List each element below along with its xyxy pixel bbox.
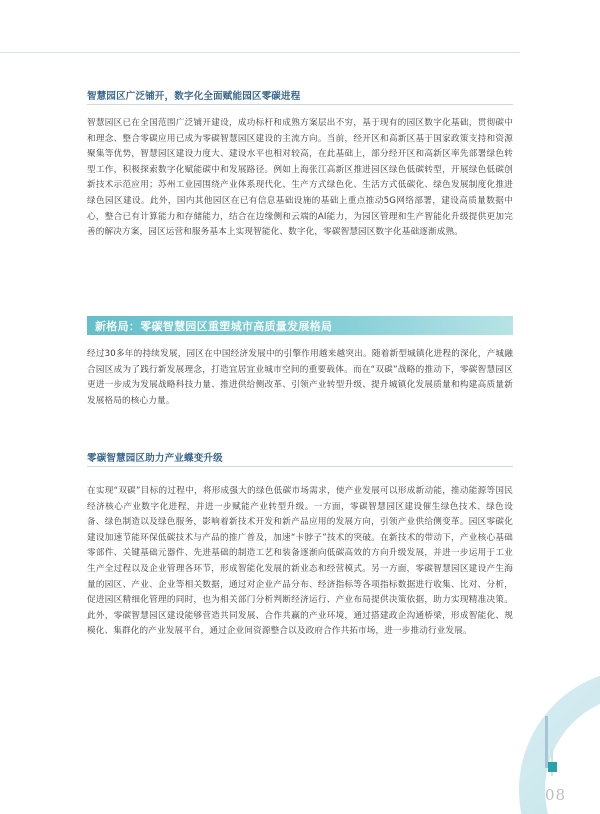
paragraph-smart-park: 智慧园区已在全国范围广泛铺开建设，成功标杆和成熟方案层出不穷，基于现有的园区数字化基础，贯彻碳中和理念、整合零碳应用已成为零碳智慧园区建设的主流方向。当前，经开区和高新区基于国家政策支持和资源聚集等优势，智慧园区建设力度大、建设水平也相对较高，在此基础上，部分经开区和高新区率先部署绿色转型工作，积极探索数字化赋能碳中和发展路径。例如上海张江高新区推进园区绿色低碳转型，开展绿色低碳创新技术示范应用；苏州工业园围绕产业体系现代化、生产方式绿色化、生活方式低碳化、绿色发展制度化推进绿色园区建设。此外，国内其他园区在已有信息基础设施的基础上重点推动5G网络部署，建设高质量数据中心，整合已有计算能力和存储能力，结合在边缘侧和云端的AI能力，为园区管理和生产智能化升级提供更加完善的解决方案，园区运营和服务基本上实现智能化、数字化，零碳智慧园区数字化基础逐渐成熟。 xyxy=(87,118,513,238)
banner-title: 新格局：零碳智慧园区重塑城市高质量发展格局 xyxy=(95,320,333,333)
section-heading-smart-park: 智慧园区广泛铺开，数字化全面赋能园区零碳进程 xyxy=(87,91,301,102)
paragraph-new-pattern: 经过30多年的持续发展，园区在中国经济发展中的引擎作用越来越突出。随着新型城镇化进程的深化，产城融合园区成为了践行新发展理念，打造宜居宜业城市空间的重要载体。而在“双碳”战略的推动下，零碳智慧园区更进一步成为发展战略科技力量、推进供给侧改革、引领产业转型升级、提升城镇化发展质量和构建高质量新发展格局的核心力量。 xyxy=(87,349,513,406)
decorative-bar-left xyxy=(545,716,548,768)
page-number: 08 xyxy=(545,786,567,804)
paragraph-industry-upgrade: 在实现“双碳”目标的过程中，将形成强大的绿色低碳市场需求，使产业发展可以形成新动能，推动能源等国民经济核心产业数字化进程，并进一步赋能产业转型升级。一方面，零碳智慧园区建设催生绿色技术、绿色设备、绿色制造以及绿色服务，影响着新技术开发和新产品应用的发展方向，引领产业供给侧变革。园区零碳化建设加速节能环保低碳技术与产品的推广普及，加速“卡脖子”技术的突破。在新技术的带动下，产业核心基础零部件、关键基础元器件、先进基础的制造工艺和装备逐渐向低碳高效的方向升级发展，并进一步运用于工业生产全过程以及企业管理各环节，形成智能化发展的新业态和经营模式。另一方面，零碳智慧园区建设产生海量的园区、产业、企业等相关数据，通过对企业产品分布、经济指标等各项指标数据进行收集、比对、分析，促进园区精细化管理的同时，也为相关部门分析判断经济运行、产业布局提供决策依据，助力实现精准决策。此外，零碳智慧园区建设能够营造共同发展、合作共赢的产业环境，通过搭建政企沟通桥梁，形成智能化、规模化、集群化的产业发展平台，通过企业间资源整合以及政府合作共拓市场，进一步推动行业发展。 xyxy=(87,486,513,637)
decorative-square xyxy=(548,762,557,772)
section-heading-industry-upgrade: 零碳智慧园区助力产业蝶变升级 xyxy=(87,453,223,464)
